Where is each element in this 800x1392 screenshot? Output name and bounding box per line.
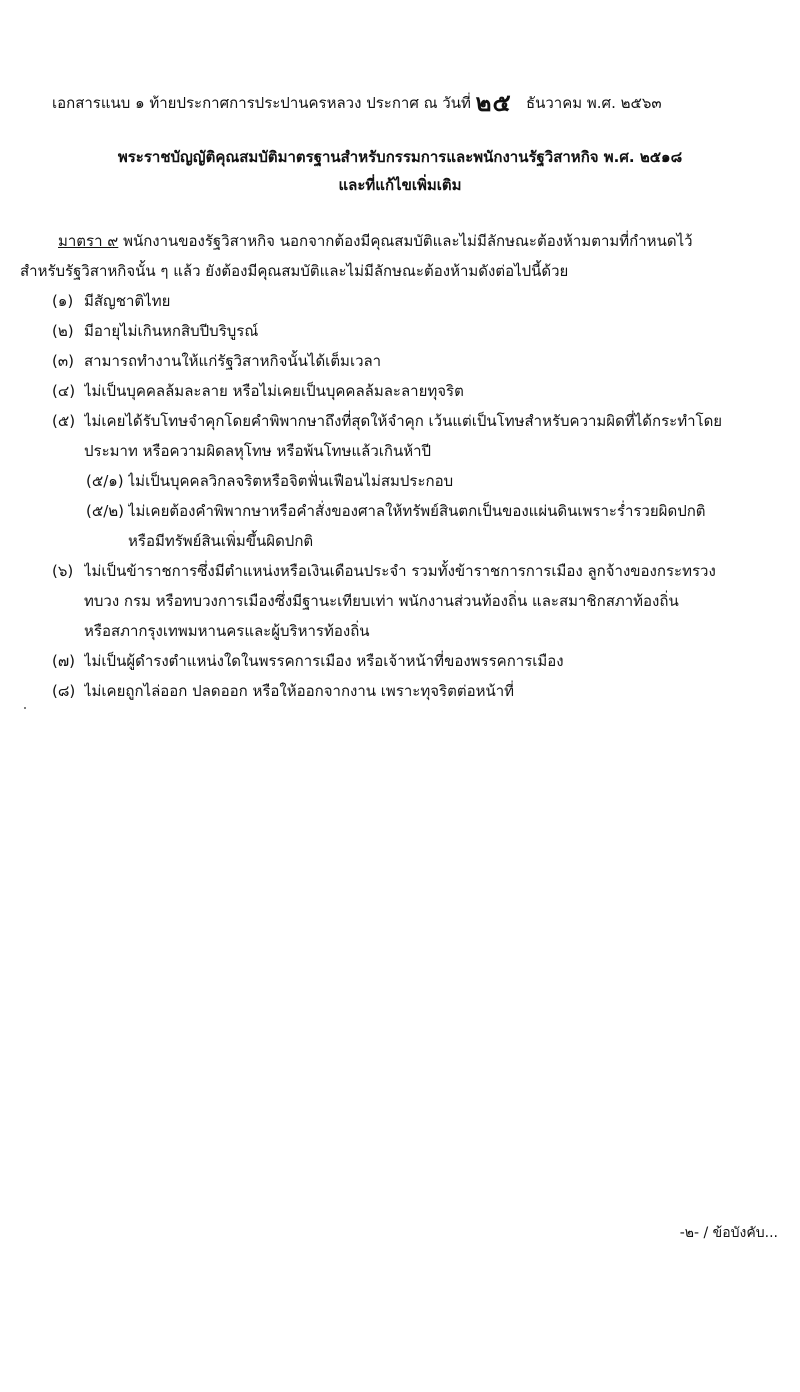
list-item [52,346,792,376]
item-text: ไม่เคยได้รับโทษจำคุกโดยคำพิพากษาถึงที่สุดให้จำคุก เว้นแต่เป็นโทษสำหรับความผิดที่ได้กระทำโดย [84,412,723,430]
item-text: ประมาท หรือความผิดลหุโทษ หรือพ้นโทษแล้วเกินห้าปี [84,442,432,460]
list-item [52,646,792,676]
subitem-text: ไม่เป็นบุคคลวิกลจริตหรือจิตฟั่นเฟือนไม่สมประกอบ [127,472,454,490]
title-line-1: พระราชบัญญัติคุณสมบัติมาตรฐานสำหรับกรรมการและพนักงานรัฐวิสาหกิจ พ.ศ. ๒๕๑๘ [117,148,683,166]
item-text: ไม่เคยถูกไล่ออก ปลดออก หรือให้ออกจากงาน เพราะทุจริตต่อหน้าที่ [84,682,515,700]
list-item [52,406,792,466]
header-day: ๒๕ [475,88,512,117]
section-label: มาตรา ๙ [58,232,119,250]
item-number: (๑) [52,292,74,310]
item-text: ไม่เป็นบุคคลล้มละลาย หรือไม่เคยเป็นบุคคลล้มละลายทุจริต [84,382,464,400]
subitem-text: ไม่เคยต้องคำพิพากษาหรือคำสั่งของศาลให้ทรัพย์สินตกเป็นของแผ่นดินเพราะร่ำรวยผิดปกติ [128,502,706,520]
header-prefix: เอกสารแนบ ๑ ท้ายประกาศการประปานครหลวง ประกาศ ณ วันที่ [52,94,471,112]
page-continuation: -๒- / ข้อบังคับ... [679,1225,778,1241]
item-number: (๘) [52,682,76,700]
sub-list-item [52,496,792,556]
list-item [52,376,792,406]
list-item [52,316,792,346]
qualification-list [52,286,792,706]
item-text: ไม่เป็นผู้ดำรงตำแหน่งใดในพรรคการเมือง หรือเจ้าหน้าที่ของพรรคการเมือง [84,652,564,670]
item-number: (๒) [52,322,74,340]
scan-speck [24,707,26,709]
list-item [52,676,792,706]
item-text: สามารถทำงานให้แก่รัฐวิสาหกิจนั้นได้เต็มเวลา [84,352,382,370]
item-text: ทบวง กรม หรือทบวงการเมืองซึ่งมีฐานะเทียบเท่า พนักงานส่วนท้องถิ่น และสมาชิกสภาท้องถิ่น [84,592,679,610]
item-text: มีสัญชาติไทย [84,292,171,310]
header-suffix: ธันวาคม พ.ศ. ๒๕๖๓ [525,94,662,112]
section-intro [20,226,790,286]
subitem-text: หรือมีทรัพย์สินเพิ่มขึ้นผิดปกติ [128,532,314,550]
item-number: (๔) [52,382,76,400]
item-number: (๓) [52,352,74,370]
sub-list-item [52,466,792,496]
section-intro-line-2: สำหรับรัฐวิสาหกิจนั้น ๆ แล้ว ยังต้องมีคุณสมบัติและไม่มีลักษณะต้องห้ามดังต่อไปนี้ด้วย [20,262,569,280]
subitem-number: (๕/๒) [86,502,124,520]
section-intro-line-1 [20,226,790,256]
item-number: (๗) [52,652,75,670]
item-number: (๖) [52,562,74,580]
title-line-2: และที่แก้ไขเพิ่มเติม [338,176,462,194]
subitem-number: (๕/๑) [86,472,124,490]
document-title [0,143,800,199]
item-text: มีอายุไม่เกินหกสิบปีบริบูรณ์ [84,322,259,340]
list-item [52,556,792,646]
list-item [52,286,792,316]
item-text: ไม่เป็นข้าราชการซึ่งมีตำแหน่งหรือเงินเดือนประจำ รวมทั้งข้าราชการการเมือง ลูกจ้างของกระทรวง [84,562,716,580]
section-intro-text-1: พนักงานของรัฐวิสาหกิจ นอกจากต้องมีคุณสมบัติและไม่มีลักษณะต้องห้ามตามที่กำหนดไว้ [118,232,693,250]
item-text: หรือสภากรุงเทพมหานครและผู้บริหารท้องถิ่น [84,622,370,640]
attachment-header [52,80,780,119]
item-number: (๕) [52,412,76,430]
